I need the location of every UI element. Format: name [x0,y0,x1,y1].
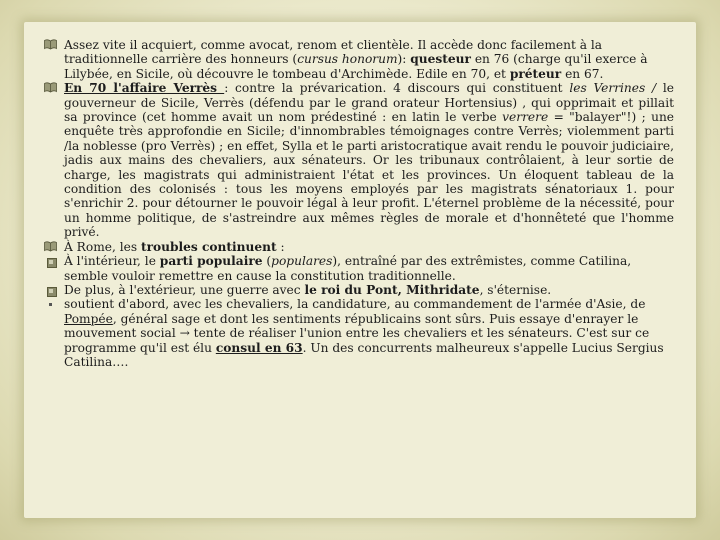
bullet-list [42,38,674,369]
book-icon [44,241,57,253]
bullet-text-4: À l'intérieur, le parti populaire (populares), entraîné par des extrêmistes, comme Catilina, semble vouloir remettre en cause la constitution traditionnelle. [64,254,632,283]
bullet-item-4 [42,254,674,283]
square-bullet-icon [44,255,57,267]
bullet-text-2: En 70 l'affaire Verrès : contre la prévarication. 4 discours qui constituent les Verrines / le gouverneur de Sicile, Verrès (défendu par le grand orateur Hortensius) , qui opprimait et pillait sa province (cet homme avait un nom prédestiné : en latin le verbe verrere = "balayer"!) ; une enquête très approfondie en Sicile; d'innombrables témoignages contre Verrès; violemment parti /la noblesse (pro Verrès) ; en effet, Sylla et le parti aristocratique avait rendu le pouvoir judiciaire, jadis aux mains des chevaliers, aux sénateurs. Or les tribunaux contrôlaient, à leur sortie de charge, les magistrats qui administraient l'état et les provinces. Un éloquent tableau de la condition des colonisés : tous les moyens employés par les magistrats sénatoriaux 1. pour s'enrichir 2. pour détourner le pouvoir légal à leur profit. L'éternel problème de la nécessité, pour un homme politique, de s'astreindre aux mêmes règles de morale et d'honnêteté que l'homme privé. [64,81,675,240]
square-bullet-icon [44,284,57,296]
bullet-item-1 [42,38,674,81]
bullet-item-6 [42,297,674,369]
bullet-text-1: Assez vite il acquiert, comme avocat, renom et clientèle. Il accède donc facilement à la traditionnelle carrière des honneurs (cursus honorum): questeur en 76 (charge qu'il exerce à Lilybée, en Sicile, où découvre le tombeau d'Archimède. Edile en 70, et préteur en 67. [64,38,648,81]
bullet-item-3 [42,240,674,254]
book-icon [44,82,57,94]
dot-bullet-icon [44,298,57,310]
book-icon [44,39,57,51]
arrow-right-icon: → [179,326,190,341]
bullet-text-3: À Rome, les troubles continuent : [64,239,285,254]
bullet-text-5: De plus, à l'extérieur, une guerre avec le roi du Pont, Mithridate, s'éternise. [64,282,552,297]
bullet-item-5 [42,283,674,297]
bullet-text-6: soutient d'abord, avec les chevaliers, la candidature, au commandement de l'armée d'Asie, de Pompée, général sage et dont les sentiments républicains sont sûrs. Puis essaye d'enrayer le mouvement social → tente de réaliser l'union entre les chevaliers et les sénateurs. C'est sur ce programme qu'il est élu consul en 63. Un des concurrents malheureux s'appelle Lucius Sergius Catilina…. [64,297,664,369]
bullet-item-2 [42,81,674,239]
